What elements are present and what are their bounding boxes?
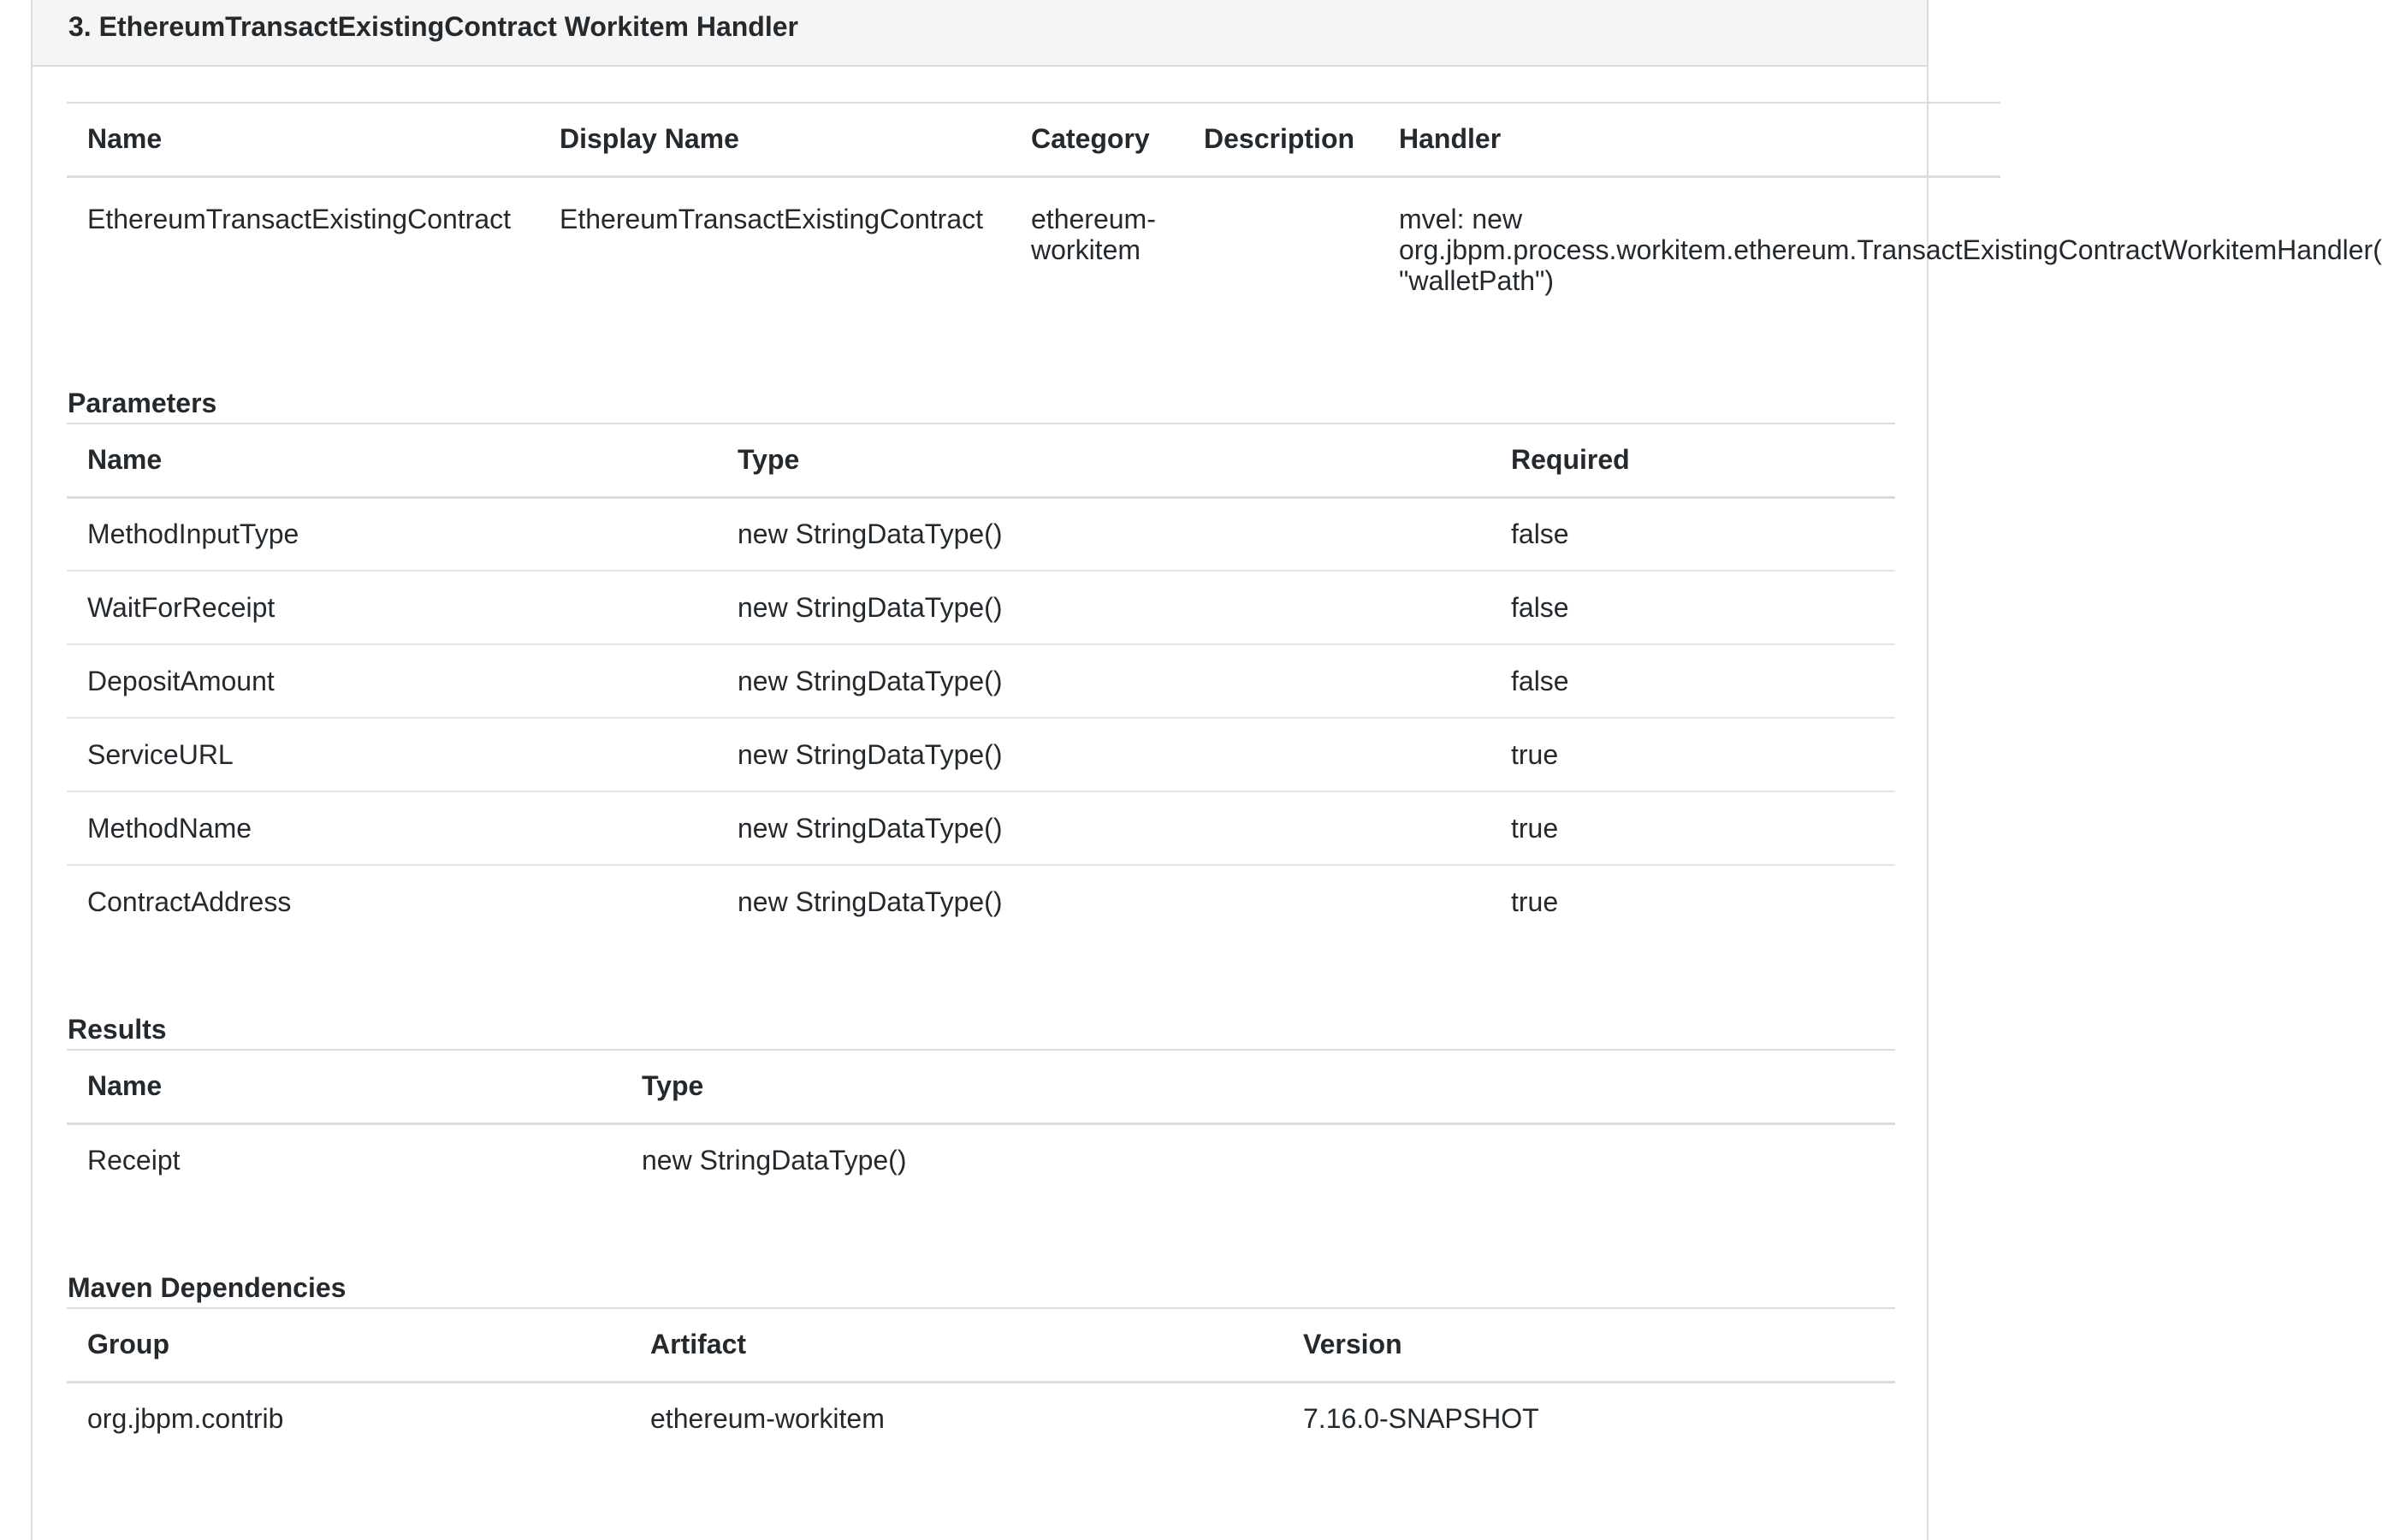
result-type: new StringDataType()	[642, 1145, 907, 1176]
param-header-required: Required	[1490, 424, 1895, 497]
param-type: new StringDataType()	[717, 865, 1490, 939]
param-name: MethodInputType	[87, 518, 299, 549]
results-label: Results	[68, 1014, 167, 1045]
definition-description	[1183, 176, 1378, 296]
definition-handler	[1378, 176, 2382, 296]
definition-table	[67, 102, 2382, 296]
panel-title: 3. EthereumTransactExistingContract Workitem Handler	[68, 11, 798, 42]
param-required: true	[1490, 865, 1895, 939]
table-row	[67, 571, 1895, 644]
maven-group: org.jbpm.contrib	[87, 1403, 284, 1435]
results-table	[67, 1049, 1895, 1197]
category-line-1: ethereum-	[1031, 203, 1156, 234]
param-name: DepositAmount	[67, 644, 717, 718]
col-header-description: Description	[1183, 103, 1378, 176]
maven-table	[67, 1307, 1895, 1455]
param-type: new StringDataType()	[717, 718, 1490, 791]
table-row	[67, 644, 1895, 718]
param-type: new StringDataType()	[717, 791, 1490, 865]
handler-line-1: mvel: new	[1399, 203, 1523, 234]
category-line-2: workitem	[1031, 234, 1141, 265]
maven-header-group: Group	[67, 1308, 630, 1382]
param-name: WaitForReceipt	[67, 571, 717, 644]
result-header-name: Name	[67, 1050, 621, 1123]
table-row	[67, 1382, 1895, 1455]
maven-label: Maven Dependencies	[68, 1272, 347, 1303]
param-type: new StringDataType()	[717, 571, 1490, 644]
maven-artifact: ethereum-workitem	[650, 1403, 885, 1435]
parameters-table	[67, 423, 1895, 939]
param-required: false	[1511, 518, 1569, 549]
parameters-label: Parameters	[68, 388, 217, 418]
param-type: new StringDataType()	[738, 518, 1003, 549]
col-header-display-name: Display Name	[539, 103, 1010, 176]
param-header-name: Name	[67, 424, 717, 497]
param-required: false	[1490, 644, 1895, 718]
results-header-row	[67, 1050, 1895, 1123]
table-row	[67, 718, 1895, 791]
table-row	[67, 1123, 1895, 1197]
maven-header-version: Version	[1283, 1308, 1895, 1382]
col-header-category: Category	[1010, 103, 1183, 176]
definition-category	[1010, 176, 1183, 296]
param-type: new StringDataType()	[717, 644, 1490, 718]
col-header-name: Name	[67, 103, 539, 176]
definition-header-row	[67, 103, 2000, 176]
maven-header-artifact: Artifact	[630, 1308, 1283, 1382]
param-name: MethodName	[67, 791, 717, 865]
parameters-header-row	[67, 424, 1895, 497]
definition-row	[67, 176, 2000, 296]
result-name: Receipt	[87, 1145, 181, 1176]
col-header-handler: Handler	[1378, 103, 2000, 176]
table-row	[67, 497, 1895, 571]
table-row	[67, 865, 1895, 939]
table-row	[67, 791, 1895, 865]
handler-line-2: org.jbpm.process.workitem.ethereum.TransactExistingContractWorkitemHandler(	[1399, 234, 2382, 265]
param-header-type: Type	[717, 424, 1490, 497]
definition-name: EthereumTransactExistingContract	[87, 203, 512, 234]
param-required: true	[1490, 791, 1895, 865]
definition-display-name: EthereumTransactExistingContract	[560, 203, 984, 234]
panel-heading	[33, 0, 1927, 67]
maven-version: 7.16.0-SNAPSHOT	[1303, 1403, 1539, 1435]
param-name: ServiceURL	[67, 718, 717, 791]
param-required: false	[1490, 571, 1895, 644]
result-header-type: Type	[621, 1050, 1895, 1123]
param-required: true	[1490, 718, 1895, 791]
handler-line-3: "walletPath")	[1399, 264, 1555, 296]
param-name: ContractAddress	[67, 865, 717, 939]
maven-header-row	[67, 1308, 1895, 1382]
